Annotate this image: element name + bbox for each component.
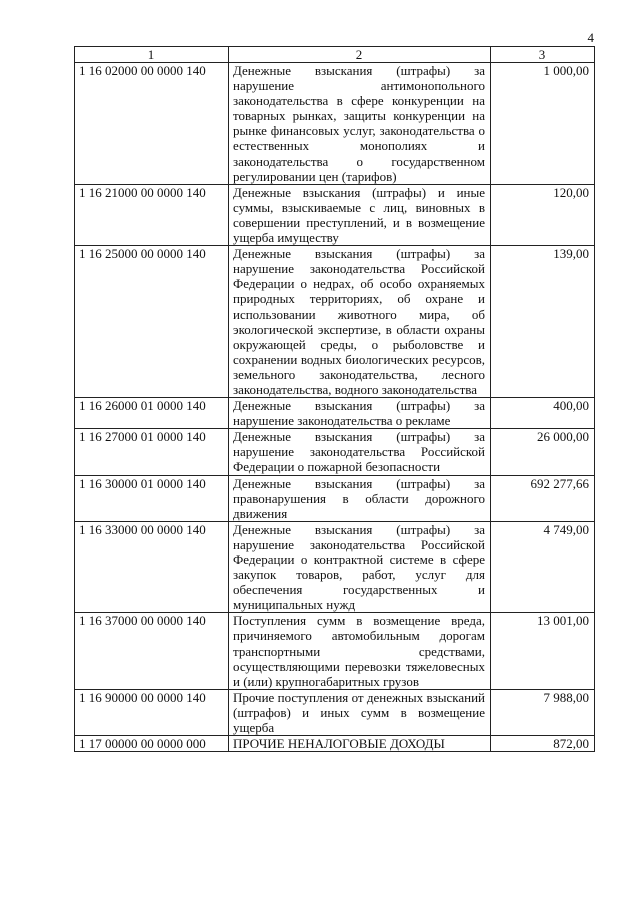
table-row — [75, 475, 595, 521]
amount: 120,00 — [491, 184, 595, 245]
budget-code: 1 16 21000 00 0000 140 — [75, 184, 229, 245]
revenue-name: Денежные взыскания (штрафы) и иные суммы, взыскиваемые с лиц, виновных в совершении преступлений, и в возмещение ущерба имуществу — [229, 184, 491, 245]
amount: 13 001,00 — [491, 613, 595, 689]
table-row — [75, 613, 595, 689]
amount: 26 000,00 — [491, 429, 595, 475]
table-row — [75, 184, 595, 245]
revenue-table — [74, 46, 595, 752]
budget-code: 1 16 25000 00 0000 140 — [75, 246, 229, 398]
budget-code: 1 16 02000 00 0000 140 — [75, 63, 229, 185]
revenue-name: Прочие поступления от денежных взысканий (штрафов) и иных сумм в возмещение ущерба — [229, 689, 491, 735]
budget-code: 1 16 27000 01 0000 140 — [75, 429, 229, 475]
amount: 7 988,00 — [491, 689, 595, 735]
amount: 400,00 — [491, 398, 595, 429]
budget-code: 1 16 33000 00 0000 140 — [75, 521, 229, 613]
budget-code: 1 16 37000 00 0000 140 — [75, 613, 229, 689]
table-row — [75, 521, 595, 613]
table-row — [75, 429, 595, 475]
budget-code: 1 16 30000 01 0000 140 — [75, 475, 229, 521]
amount: 139,00 — [491, 246, 595, 398]
column-header-1: 1 — [75, 47, 229, 63]
amount: 4 749,00 — [491, 521, 595, 613]
amount: 872,00 — [491, 736, 595, 752]
revenue-name: Денежные взыскания (штрафы) за нарушение антимонопольного законодательства в сфере конкуренции на товарных рынках, защиты конкуренции на рынке финансовых услуг, законодательства о естественных монополиях и законодательства о государственном регулировании цен (тарифов) — [229, 63, 491, 185]
column-header-2: 2 — [229, 47, 491, 63]
amount: 1 000,00 — [491, 63, 595, 185]
amount: 692 277,66 — [491, 475, 595, 521]
revenue-name: Денежные взыскания (штрафы) за правонарушения в области дорожного движения — [229, 475, 491, 521]
revenue-name: Денежные взыскания (штрафы) за нарушение законодательства о рекламе — [229, 398, 491, 429]
table-header-row — [75, 47, 595, 63]
table-row — [75, 246, 595, 398]
revenue-name: Поступления сумм в возмещение вреда, причиняемого автомобильным дорогам транспортными средствами, осуществляющими перевозки тяжеловесных и (или) крупногабаритных грузов — [229, 613, 491, 689]
revenue-name: Денежные взыскания (штрафы) за нарушение законодательства Российской Федерации о контрактной системе в сфере закупок товаров, работ, услуг для обеспечения государственных и муниципальных нужд — [229, 521, 491, 613]
table-row — [75, 689, 595, 735]
revenue-name: Денежные взыскания (штрафы) за нарушение законодательства Российской Федерации о пожарной безопасности — [229, 429, 491, 475]
page-number: 4 — [587, 30, 594, 45]
column-header-3: 3 — [491, 47, 595, 63]
table-row-total — [75, 736, 595, 752]
budget-code: 1 16 90000 00 0000 140 — [75, 689, 229, 735]
budget-code: 1 17 00000 00 0000 000 — [75, 736, 229, 752]
budget-code: 1 16 26000 01 0000 140 — [75, 398, 229, 429]
table-row — [75, 398, 595, 429]
revenue-name: ПРОЧИЕ НЕНАЛОГОВЫЕ ДОХОДЫ — [229, 736, 491, 752]
table-row — [75, 63, 595, 185]
revenue-name: Денежные взыскания (штрафы) за нарушение законодательства Российской Федерации о недрах, об особо охраняемых природных территориях, об охране и использовании животного мира, об экологической экспертизе, в области охраны окружающей среды, о рыболовстве и сохранении водных биологических ресурсов, земельного законодательства, лесного законодательства, водного законодательства — [229, 246, 491, 398]
